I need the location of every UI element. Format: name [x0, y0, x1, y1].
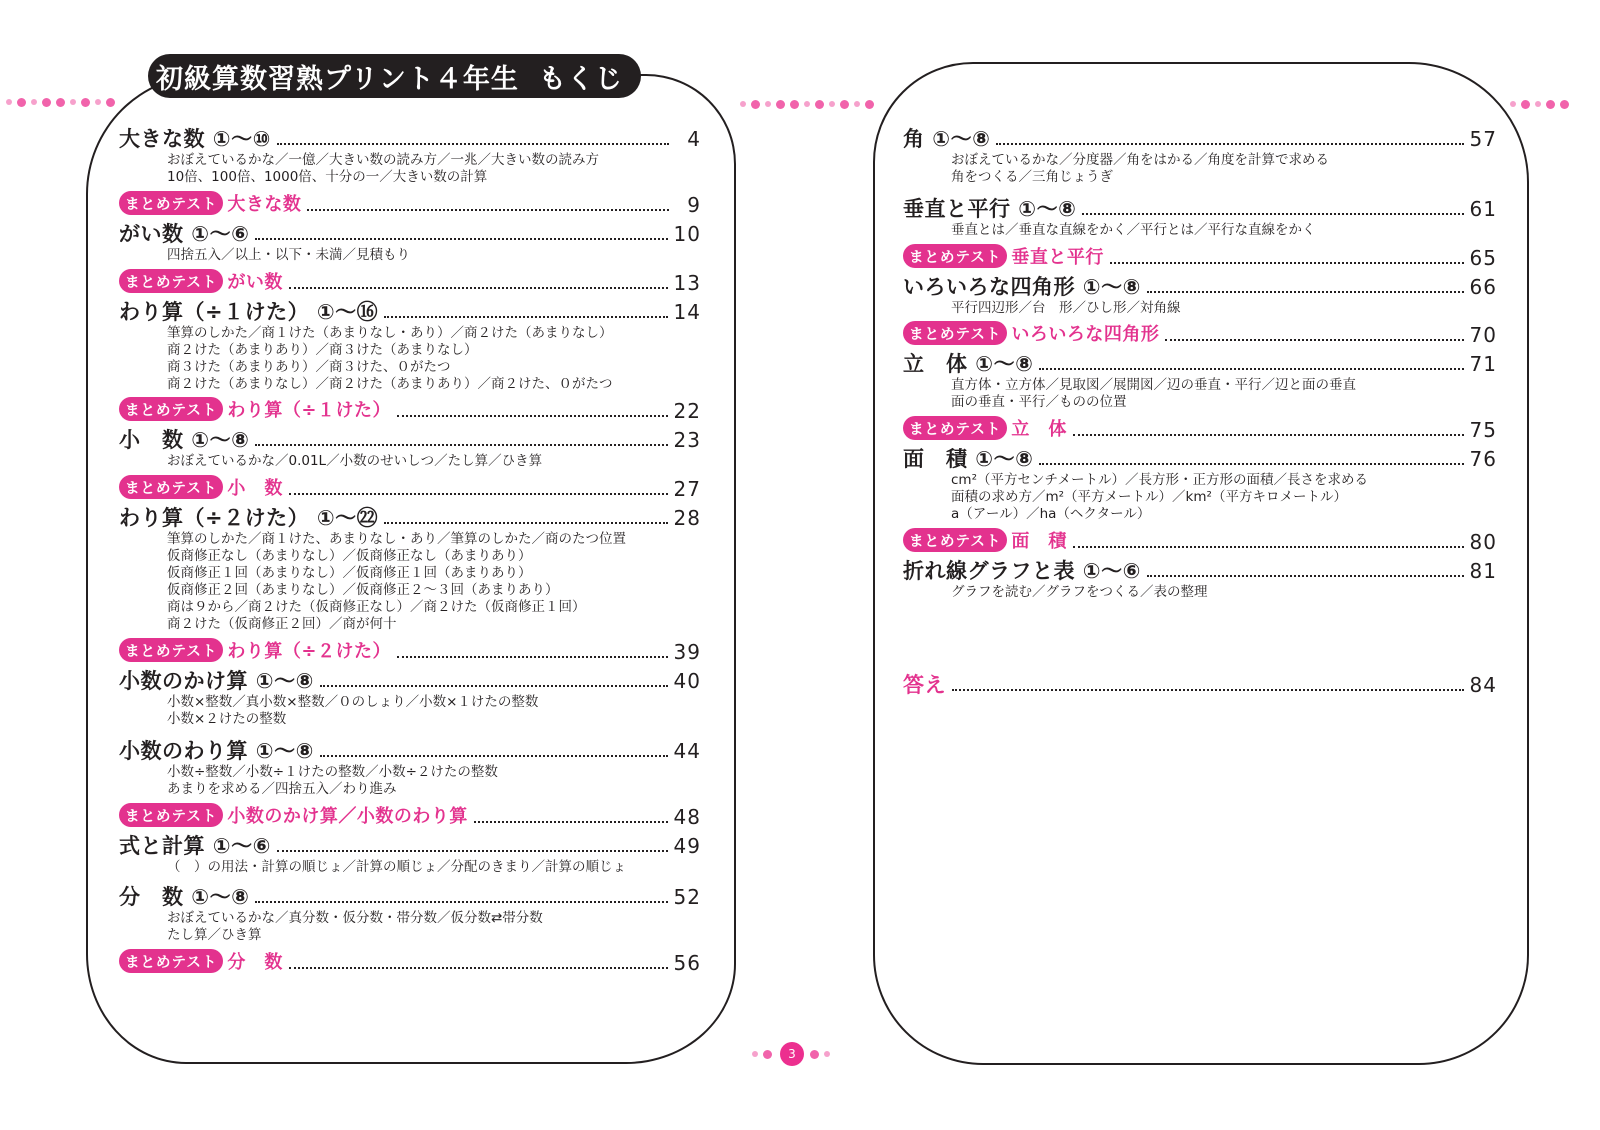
title-main: 初級算数習熟プリント４年生: [156, 63, 519, 95]
entry-subtopic: 面の垂直・平行／ものの位置: [951, 394, 1127, 410]
entry-title: 小数のかけ算 ①〜⑧: [119, 669, 314, 693]
toc-review-test-entry[interactable]: [119, 394, 701, 424]
entry-subtopic: 小数÷整数／小数÷１けたの整数／小数÷２けたの整数: [167, 764, 498, 780]
entry-title: わり算（÷１けた） ①〜⑯: [119, 300, 379, 324]
entry-title: 小数のかけ算／小数のわり算: [227, 806, 468, 827]
entry-subtopic: 商は９から／商２けた（仮商修正なし）／商２けた（仮商修正１回）: [167, 599, 586, 615]
toc-review-test-entry[interactable]: [903, 318, 1497, 348]
toc-entry[interactable]: [119, 295, 701, 393]
dot-leader: [289, 967, 668, 969]
entry-title: 面 積: [1011, 531, 1067, 552]
dot-leader: [255, 901, 667, 903]
toc-entry[interactable]: [119, 501, 701, 633]
dot-leader: [277, 143, 669, 145]
entry-page: 61: [1469, 197, 1497, 221]
review-test-badge: まとめテスト: [119, 638, 223, 662]
toc-review-test-entry[interactable]: [119, 266, 701, 296]
review-test-badge: まとめテスト: [903, 244, 1007, 268]
entry-page: 13: [673, 271, 701, 295]
dot-leader: [289, 287, 668, 289]
entry-title: わり算（÷１けた）: [227, 400, 392, 421]
dot-leader: [277, 850, 668, 852]
review-test-badge: まとめテスト: [119, 191, 223, 215]
decor-dots-top-right: [1510, 97, 1569, 111]
toc-entry[interactable]: [903, 270, 1497, 317]
entry-title: 垂直と平行: [1011, 247, 1104, 268]
entry-title: 折れ線グラフと表 ①〜⑥: [903, 559, 1141, 583]
entry-page: 10: [673, 222, 701, 246]
entry-subtopic: 仮商修正２回（あまりなし）／仮商修正２〜３回（あまりあり）: [167, 582, 559, 598]
toc-entry[interactable]: [903, 442, 1497, 523]
dot-leader: [255, 238, 667, 240]
toc-entry[interactable]: [119, 217, 701, 264]
review-test-badge: まとめテスト: [903, 416, 1007, 440]
dot-leader: [289, 493, 668, 495]
toc-entry[interactable]: [903, 192, 1497, 239]
decor-dots-top-middle: [740, 97, 874, 111]
entry-subtopic: たし算／ひき算: [167, 927, 262, 943]
toc-entry[interactable]: [119, 122, 701, 186]
entry-page: 44: [673, 739, 701, 763]
entry-page: 9: [687, 193, 701, 217]
toc-entry[interactable]: [903, 122, 1497, 186]
dot-leader: [1073, 434, 1464, 436]
entry-page: 84: [1469, 673, 1497, 697]
entry-subtopic: 10倍、100倍、1000倍、十分の一／大きい数の計算: [167, 169, 488, 185]
dot-leader: [384, 316, 667, 318]
dot-leader: [1165, 339, 1463, 341]
dot-leader: [384, 522, 667, 524]
entry-subtopic: 直方体・立方体／見取図／展開図／辺の垂直・平行／辺と面の垂直: [951, 377, 1356, 393]
entry-title: 立 体 ①〜⑧: [903, 352, 1034, 376]
dot-leader: [1039, 368, 1463, 370]
entry-page: 75: [1469, 418, 1497, 442]
entry-page: 57: [1469, 127, 1497, 151]
entry-page: 39: [673, 640, 701, 664]
entry-page: 71: [1469, 352, 1497, 376]
review-test-badge: まとめテスト: [903, 528, 1007, 552]
entry-subtopic: 商２けた（あまりなし）／商２けた（あまりあり）／商２けた、０がたつ: [167, 376, 613, 392]
entry-subtopic: グラフを読む／グラフをつくる／表の整理: [951, 584, 1208, 600]
dot-leader: [320, 685, 668, 687]
toc-review-test-entry[interactable]: [119, 188, 701, 218]
entry-subtopic: 商２けた（あまりあり）／商３けた（あまりなし）: [167, 342, 478, 358]
entry-page: 14: [673, 300, 701, 324]
dot-leader: [1147, 575, 1464, 577]
entry-page: 66: [1469, 275, 1497, 299]
entry-subtopic: おぼえているかな／真分数・仮分数・帯分数／仮分数⇄帯分数: [167, 910, 543, 926]
entry-page: 4: [687, 127, 701, 151]
toc-review-test-entry[interactable]: [119, 635, 701, 665]
dot-leader: [474, 821, 668, 823]
entry-page: 76: [1469, 447, 1497, 471]
page-number: 3: [780, 1042, 804, 1066]
review-test-badge: まとめテスト: [119, 949, 223, 973]
entry-subtopic: 商３けた（あまりあり）／商３けた、０がたつ: [167, 359, 451, 375]
toc-entry[interactable]: [119, 880, 701, 944]
entry-subtopic: おぼえているかな／0.01L／小数のせいしつ／たし算／ひき算: [167, 453, 543, 469]
dot-leader: [307, 209, 669, 211]
entry-subtopic: （ ）の用法・計算の順じょ／計算の順じょ／分配のきまり／計算の順じょ: [167, 859, 626, 875]
entry-subtopic: a（アール）／ha（ヘクタール）: [951, 506, 1151, 522]
review-test-badge: まとめテスト: [119, 803, 223, 827]
review-test-badge: まとめテスト: [119, 475, 223, 499]
toc-entry[interactable]: [119, 423, 701, 470]
entry-title: 答え: [903, 673, 946, 697]
entry-subtopic: あまりを求める／四捨五入／わり進み: [167, 781, 397, 797]
entry-page: 48: [673, 805, 701, 829]
dot-leader: [996, 143, 1463, 145]
entry-title: わり算（÷２けた） ①〜㉒: [119, 506, 379, 530]
review-test-badge: まとめテスト: [903, 321, 1007, 345]
entry-subtopic: おぼえているかな／一億／大きい数の読み方／一兆／大きい数の読み方: [167, 152, 599, 168]
entry-subtopic: 仮商修正なし（あまりなし）／仮商修正なし（あまりあり）: [167, 548, 532, 564]
entry-subtopic: 四捨五入／以上・以下・未満／見積もり: [167, 247, 410, 263]
dot-leader: [1082, 213, 1463, 215]
decor-dots-footer-right: [810, 1047, 830, 1061]
entry-page: 22: [673, 399, 701, 423]
entry-page: 65: [1469, 246, 1497, 270]
review-test-badge: まとめテスト: [119, 397, 223, 421]
entry-subtopic: 垂直とは／垂直な直線をかく／平行とは／平行な直線をかく: [951, 222, 1316, 238]
entry-subtopic: 筆算のしかた／商１けた、あまりなし・あり／筆算のしかた／商のたつ位置: [167, 531, 626, 547]
entry-title: いろいろな四角形 ①〜⑧: [903, 275, 1141, 299]
entry-page: 27: [673, 477, 701, 501]
entry-page: 28: [673, 506, 701, 530]
dot-leader: [952, 689, 1464, 691]
entry-subtopic: 小数×２けたの整数: [167, 711, 287, 727]
toc-review-test-entry[interactable]: [903, 413, 1497, 443]
entry-title: いろいろな四角形: [1011, 324, 1160, 345]
toc-review-test-entry[interactable]: [119, 472, 701, 502]
dot-leader: [397, 656, 668, 658]
entry-title: 面 積 ①〜⑧: [903, 447, 1034, 471]
toc-review-test-entry[interactable]: [903, 241, 1497, 271]
entry-title: 角 ①〜⑧: [903, 127, 991, 151]
dot-leader: [1110, 262, 1464, 264]
entry-title: 小数のわり算 ①〜⑧: [119, 739, 314, 763]
entry-subtopic: 角をつくる／三角じょうぎ: [951, 169, 1113, 185]
entry-page: 80: [1469, 530, 1497, 554]
entry-subtopic: 仮商修正１回（あまりなし）／仮商修正１回（あまりあり）: [167, 565, 532, 581]
entry-title: わり算（÷２けた）: [227, 641, 392, 662]
entry-subtopic: 面積の求め方／m²（平方メートル）／km²（平方キロメートル）: [951, 489, 1347, 505]
entry-subtopic: 小数×整数／真小数×整数／０のしょり／小数×１けたの整数: [167, 694, 539, 710]
dot-leader: [1073, 546, 1464, 548]
entry-page: 52: [673, 885, 701, 909]
toc-entry[interactable]: [119, 829, 701, 876]
entry-subtopic: 筆算のしかた／商１けた（あまりなし・あり）／商２けた（あまりなし）: [167, 325, 613, 341]
entry-title: 垂直と平行 ①〜⑧: [903, 197, 1077, 221]
entry-title: がい数 ①〜⑥: [119, 222, 250, 246]
decor-dots-top-left: [6, 95, 115, 109]
review-test-badge: まとめテスト: [119, 269, 223, 293]
entry-title: 式と計算 ①〜⑥: [119, 834, 271, 858]
entry-subtopic: cm²（平方センチメートル）／長方形・正方形の面積／長さを求める: [951, 472, 1368, 488]
dot-leader: [320, 755, 668, 757]
toc-entry[interactable]: [903, 554, 1497, 601]
dot-leader: [1039, 463, 1463, 465]
dot-leader: [1147, 291, 1464, 293]
entry-subtopic: 平行四辺形／台 形／ひし形／対角線: [951, 300, 1181, 316]
entry-page: 81: [1469, 559, 1497, 583]
entry-title: 分 数: [227, 952, 283, 973]
entry-title: 分 数 ①〜⑧: [119, 885, 250, 909]
entry-page: 70: [1469, 323, 1497, 347]
entry-page: 49: [673, 834, 701, 858]
toc-review-test-entry[interactable]: [119, 946, 701, 976]
toc-review-test-entry[interactable]: [119, 800, 701, 830]
entry-title: 立 体: [1011, 419, 1067, 440]
toc-review-test-entry[interactable]: [903, 525, 1497, 555]
toc-answers-entry[interactable]: [903, 668, 1497, 698]
toc-entry[interactable]: [119, 664, 701, 728]
toc-entry[interactable]: [903, 347, 1497, 411]
entry-page: 23: [673, 428, 701, 452]
page-title: [148, 54, 641, 98]
entry-subtopic: 商２けた（仮商修正２回）／商が何十: [167, 616, 397, 632]
dot-leader: [255, 444, 667, 446]
entry-title: がい数: [227, 272, 283, 293]
toc-entry[interactable]: [119, 734, 701, 798]
entry-title: 小 数: [227, 478, 283, 499]
entry-title: 大きな数: [227, 194, 302, 215]
entry-page: 56: [673, 951, 701, 975]
entry-title: 小 数 ①〜⑧: [119, 428, 250, 452]
title-sub: もくじ: [538, 63, 623, 95]
dot-leader: [397, 415, 668, 417]
entry-page: 40: [673, 669, 701, 693]
entry-title: 大きな数 ①〜⑩: [119, 127, 271, 151]
entry-subtopic: おぼえているかな／分度器／角をはかる／角度を計算で求める: [951, 152, 1329, 168]
decor-dots-footer-left: [752, 1047, 772, 1061]
